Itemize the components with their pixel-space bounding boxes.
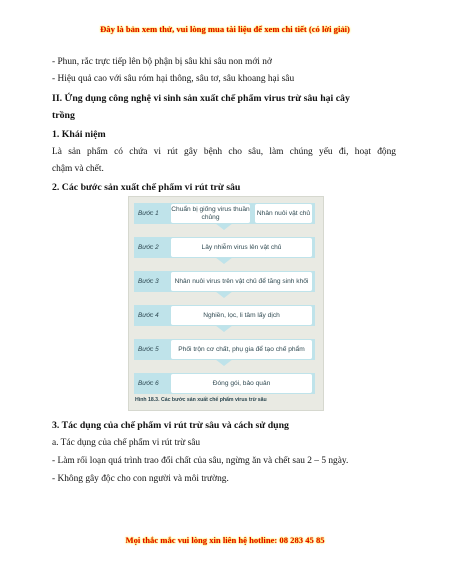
arrow-down-icon bbox=[215, 223, 233, 230]
figure-caption: Hình 18.3. Các bước sản xuất chế phẩm virus trừ sâu bbox=[135, 397, 267, 403]
step-label: Bước 4 bbox=[138, 312, 159, 319]
arrow-down-icon bbox=[215, 291, 233, 298]
effect-bullet-1: - Làm rối loạn quá trình trao đổi chất của sâu, ngừng ăn và chết sau 2 – 5 ngày. bbox=[52, 456, 349, 466]
bullet-spray: - Phun, rắc trực tiếp lên bộ phận bị sâu khi sâu non mới nở bbox=[52, 57, 272, 67]
bullet-effect: - Hiệu quả cao với sâu róm hại thông, sâu tơ, sâu khoang hại sâu bbox=[52, 74, 295, 84]
step-4-box: Nghiền, lọc, li tâm lấy dịch bbox=[171, 306, 312, 325]
hotline-banner: Mọi thắc mắc vui lòng xin liên hệ hotline: 08 283 45 85 bbox=[125, 535, 325, 545]
definition-line-1: Là sản phẩm có chứa vi rút gây bệnh cho sâu, làm chúng yếu đi, hoạt động bbox=[52, 147, 396, 157]
step-label: Bước 1 bbox=[138, 210, 159, 217]
step-6-box: Đóng gói, bảo quản bbox=[171, 374, 312, 393]
definition-line-2: chậm và chết. bbox=[52, 164, 104, 174]
arrow-down-icon bbox=[215, 257, 233, 264]
step-5-box: Phối trộn cơ chất, phụ gia để tạo chế phẩm bbox=[171, 340, 312, 359]
preview-banner: Đây là bản xem thử, vui lòng mua tài liệu để xem chi tiết (có lời giải) bbox=[100, 24, 350, 34]
section-heading: II. Ứng dụng công nghệ vi sinh sản xuất chế phẩm virus trừ sâu hại cây bbox=[52, 93, 350, 104]
step-1-box-host: Nhân nuôi vật chủ bbox=[255, 204, 312, 223]
step-label: Bước 5 bbox=[138, 346, 159, 353]
arrow-down-icon bbox=[215, 359, 233, 366]
effect-bullet-2: - Không gây độc cho con người và môi trường. bbox=[52, 474, 229, 484]
arrow-down-icon bbox=[215, 325, 233, 332]
production-steps-figure bbox=[128, 196, 324, 411]
steps-heading: 2. Các bước sản xuất chế phẩm vi rút trừ sâu bbox=[52, 182, 241, 193]
usage-heading: 3. Tác dụng của chế phẩm vi rút trừ sâu và cách sử dụng bbox=[52, 420, 289, 431]
step-2-box: Lây nhiễm virus lên vật chủ bbox=[171, 238, 312, 257]
step-1-box-prepare: Chuẩn bị giống virus thuần chủng bbox=[171, 204, 250, 223]
step-label: Bước 3 bbox=[138, 278, 159, 285]
concept-heading: 1. Khái niệm bbox=[52, 129, 106, 140]
step-3-box: Nhân nuôi virus trên vật chủ để tăng sinh khối bbox=[171, 272, 312, 291]
section-heading-cont: trồng bbox=[52, 110, 75, 121]
effect-subheading: a. Tác dụng của chế phẩm vi rút trừ sâu bbox=[52, 438, 201, 448]
step-label: Bước 6 bbox=[138, 380, 159, 387]
step-label: Bước 2 bbox=[138, 244, 159, 251]
